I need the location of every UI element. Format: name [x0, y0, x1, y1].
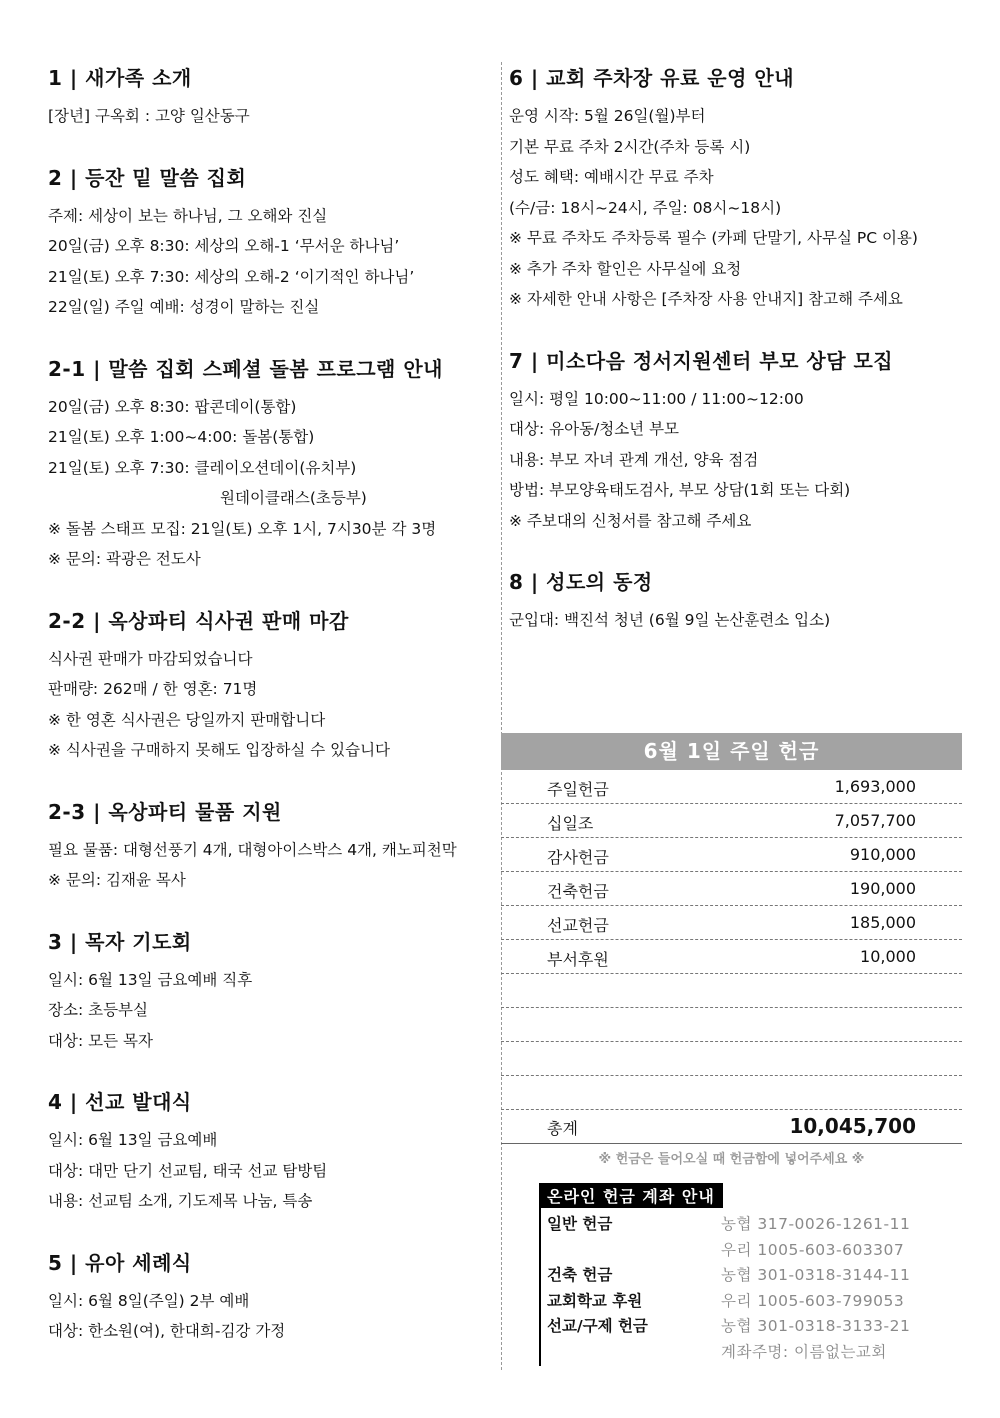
section-line: 일시: 6월 13일 금요예배 — [48, 1131, 218, 1149]
account-row — [547, 1212, 959, 1238]
account-row — [547, 1263, 959, 1289]
section-line: 대상: 유아동/청소년 부모 — [509, 420, 680, 438]
notice-section — [48, 926, 494, 1057]
section-title: 1 | 새가족 소개 — [48, 66, 192, 90]
section-line: 일시: 평일 10:00~11:00 / 11:00~12:00 — [509, 389, 804, 408]
section-line: 22일(일) 주일 예배: 성경이 말하는 진실 — [48, 298, 320, 316]
notice-section — [48, 353, 494, 575]
account-number: 농협 301-0318-3144-11 — [721, 1266, 911, 1285]
offering-row — [501, 770, 962, 804]
section-line: 기본 무료 주차 2시간(주차 등록 시) — [509, 137, 751, 156]
section-title: 7 | 미소다음 정서지원센터 부모 상담 모집 — [509, 348, 894, 373]
section-line: 군입대: 백진석 청년 (6월 9일 논산훈련소 입소) — [509, 611, 831, 629]
account-name: 건축 헌금 — [547, 1266, 613, 1285]
section-line: ※ 무료 주차도 주차등록 필수 (카페 단말기, 사무실 PC 이용) — [509, 229, 918, 247]
notice-section — [48, 1247, 494, 1347]
section-title: 2-2 | 옥상파티 식사권 판매 마감 — [48, 608, 349, 633]
account-row — [547, 1340, 959, 1366]
right-column — [509, 62, 964, 666]
offering-label: 부서후원 — [547, 950, 609, 969]
notice-section — [48, 62, 494, 132]
offering-row — [501, 940, 962, 974]
account-row — [547, 1238, 959, 1264]
offering-row — [501, 872, 962, 906]
offering-rows — [501, 770, 962, 1110]
notice-section — [48, 605, 494, 766]
section-title: 3 | 목자 기도회 — [48, 929, 192, 954]
account-name: 교회학교 후원 — [547, 1291, 643, 1310]
account-name: 일반 헌금 — [547, 1215, 613, 1233]
section-line: 운영 시작: 5월 26일(월)부터 — [509, 107, 706, 125]
section-line: 대상: 모든 목자 — [48, 1031, 153, 1050]
section-line: ※ 한 영혼 식사권은 당일까지 판매합니다 — [48, 710, 326, 729]
section-line: ※ 문의: 김재윤 목사 — [48, 871, 186, 889]
offering-row — [501, 838, 962, 872]
offering-amount: 10,000 — [860, 947, 916, 966]
offering-label: 십일조 — [547, 814, 594, 833]
offering-note: ※ 헌금은 들어오실 때 헌금함에 넣어주세요 ※ — [598, 1152, 865, 1167]
account-number: 농협 301-0318-3133-21 — [721, 1317, 911, 1336]
account-number: 우리 1005-603-603307 — [721, 1240, 905, 1259]
section-line: 20일(금) 오후 8:30: 세상의 오해-1 ‘무서운 하나님’ — [48, 237, 400, 255]
offering-table — [501, 733, 962, 1167]
section-title: 5 | 유아 세례식 — [48, 1250, 192, 1275]
offering-amount: 910,000 — [849, 845, 916, 864]
offering-amount: 7,057,700 — [834, 811, 916, 830]
section-line: ※ 문의: 곽광은 전도사 — [48, 550, 201, 568]
section-title: 2 | 등잔 밑 말씀 집회 — [48, 165, 247, 190]
offering-row — [501, 974, 962, 1008]
section-line: ※ 추가 주차 할인은 사무실에 요청 — [509, 259, 742, 278]
section-line: 필요 물품: 대형선풍기 4개, 대형아이스박스 4개, 캐노피천막 — [48, 840, 457, 859]
section-line: 20일(금) 오후 8:30: 팝콘데이(통합) — [48, 397, 297, 416]
offering-title: 6월 1일 주일 헌금 — [501, 733, 962, 770]
account-number: 농협 317-0026-1261-11 — [721, 1215, 911, 1233]
notice-section — [48, 796, 494, 896]
column-divider — [501, 62, 502, 1370]
section-title: 8 | 성도의 동정 — [509, 570, 653, 594]
section-line: 일시: 6월 8일(주일) 2부 예배 — [48, 1291, 250, 1310]
section-line: 주제: 세상이 보는 하나님, 그 오해와 진실 — [48, 206, 328, 225]
section-line: 내용: 선교팀 소개, 기도제목 나눔, 특송 — [48, 1192, 313, 1210]
notice-section — [48, 162, 494, 323]
offering-label: 주일헌금 — [547, 780, 609, 799]
online-account-box — [539, 1183, 959, 1366]
section-line: ※ 자세한 안내 사항은 [주차장 사용 안내지] 참고해 주세요 — [509, 290, 903, 308]
offering-amount: 1,693,000 — [834, 777, 916, 796]
section-line: 대상: 대만 단기 선교팀, 태국 선교 탐방팀 — [48, 1161, 328, 1180]
section-line: 21일(토) 오후 7:30: 클레이오션데이(유치부) — [48, 458, 357, 477]
section-title: 4 | 선교 발대식 — [48, 1090, 192, 1114]
notice-section — [48, 1086, 494, 1217]
offering-amount: 190,000 — [849, 879, 916, 898]
section-line: 판매량: 262매 / 한 영혼: 71명 — [48, 680, 258, 698]
section-line: 21일(토) 오후 7:30: 세상의 오해-2 ‘이기적인 하나님’ — [48, 267, 415, 286]
section-line: 21일(토) 오후 1:00~4:00: 돌봄(통합) — [48, 428, 315, 446]
left-column — [48, 62, 494, 1377]
offering-row — [501, 1076, 962, 1110]
offering-total-row — [501, 1110, 962, 1144]
offering-total-value: 10,045,700 — [789, 1114, 916, 1138]
offering-row — [501, 1042, 962, 1076]
notice-section — [509, 566, 964, 636]
section-line: 일시: 6월 13일 금요예배 직후 — [48, 970, 253, 989]
section-line: 방법: 부모양육태도검사, 부모 상담(1회 또는 다회) — [509, 481, 851, 499]
account-number: 계좌주명: 이름없는교회 — [721, 1342, 887, 1361]
section-line: 원데이클래스(초등부) — [220, 489, 367, 507]
section-title: 2-3 | 옥상파티 물품 지원 — [48, 799, 282, 824]
account-row — [547, 1289, 959, 1315]
offering-row — [501, 804, 962, 838]
section-line: 대상: 한소원(여), 한대희-김강 가정 — [48, 1322, 286, 1340]
account-list — [539, 1208, 959, 1366]
account-row — [547, 1314, 959, 1340]
section-line: (수/금: 18시~24시, 주일: 08시~18시) — [509, 198, 782, 217]
section-line: 내용: 부모 자녀 관계 개선, 양육 점검 — [509, 450, 759, 469]
offering-label: 건축헌금 — [547, 882, 609, 901]
section-line: 장소: 초등부실 — [48, 1001, 148, 1019]
notice-section — [509, 345, 964, 537]
section-line: ※ 식사권을 구매하지 못해도 입장하실 수 있습니다 — [48, 741, 391, 759]
offering-label: 감사헌금 — [547, 848, 609, 867]
section-title: 6 | 교회 주차장 유료 운영 안내 — [509, 66, 795, 90]
offering-row — [501, 1008, 962, 1042]
notice-section — [509, 62, 964, 315]
offering-row — [501, 906, 962, 940]
account-title: 온라인 헌금 계좌 안내 — [539, 1183, 723, 1208]
section-line: ※ 주보대의 신청서를 참고해 주세요 — [509, 511, 752, 530]
account-name: 선교/구제 헌금 — [547, 1317, 648, 1336]
section-line: [장년] 구옥회 : 고양 일산동구 — [48, 107, 250, 125]
offering-label: 선교헌금 — [547, 916, 609, 935]
section-title: 2-1 | 말씀 집회 스페셜 돌봄 프로그램 안내 — [48, 356, 443, 381]
offering-total-label: 총계 — [547, 1119, 578, 1138]
section-line: 식사권 판매가 마감되었습니다 — [48, 649, 253, 668]
section-line: ※ 돌봄 스태프 모집: 21일(토) 오후 1시, 7시30분 각 3명 — [48, 519, 437, 538]
offering-amount: 185,000 — [849, 913, 916, 932]
account-number: 우리 1005-603-799053 — [721, 1291, 905, 1310]
section-line: 성도 혜택: 예배시간 무료 주차 — [509, 168, 714, 186]
